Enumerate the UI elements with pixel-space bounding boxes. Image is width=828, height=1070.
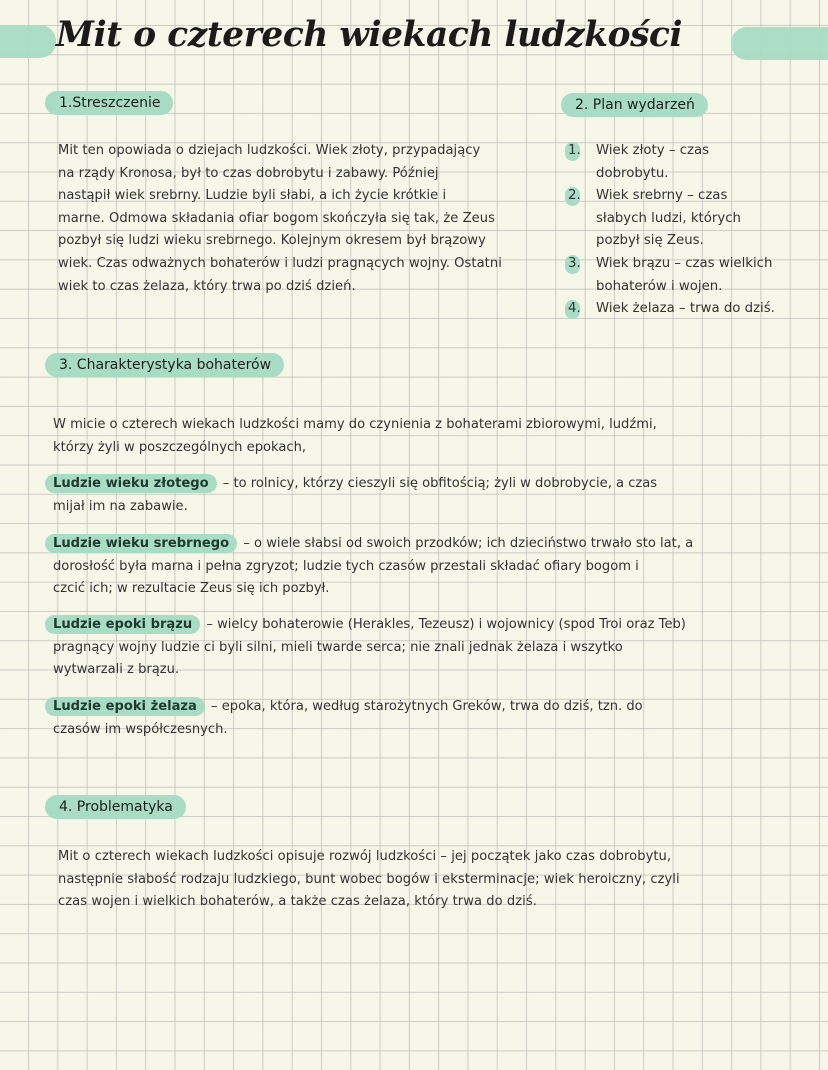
title-accent-right: [731, 27, 828, 60]
group-description: – o wiele słabsi od swoich przodków; ich dzieciństwo trwało sto lat, a: [239, 536, 694, 551]
plan-item-text: dobrobytu.: [596, 165, 669, 181]
plan-item-text: Wiek żelaza – trwa do dziś.: [596, 301, 775, 317]
summary-line: wiek to czas żelaza, który trwa po dziś dzień.: [58, 278, 356, 294]
issues-line: Mit o czterech wiekach ludzkości opisuje rozwój ludzkości – jej początek jako czas dobrobytu,: [58, 849, 672, 864]
plan-item-text: pozbył się Zeus.: [596, 233, 704, 249]
group-description: pragnący wojny ludzie ci byli silni, mieli twarde serca; nie znali jednak żelaza i wszytko: [53, 639, 623, 655]
plan-list: [566, 140, 775, 321]
plan-item: [566, 253, 775, 298]
group-label-highlight: Ludzie epoki brązu: [45, 615, 200, 634]
plan-item-text: Wiek srebrny – czas: [596, 188, 728, 204]
summary-line: nastąpił wiek srebrny. Ludzie byli słabi, a ich życie krótkie i: [58, 188, 447, 204]
group-description: – to rolnicy, którzy cieszyli się obfitością; żyli w dobrobycie, a czas: [218, 476, 658, 491]
intro-line: którzy żyli w poszczególnych epokach,: [53, 439, 307, 455]
group-description: czasów im współczesnych.: [53, 721, 228, 737]
plan-item: [566, 185, 775, 253]
section-heading-characters: 3. Charakterystyka bohaterów: [45, 353, 284, 377]
group-label-highlight: Ludzie epoki żelaza: [45, 697, 205, 716]
summary-line: wiek. Czas odważnych bohaterów i ludzi pragnących wojny. Ostatni: [58, 255, 502, 271]
summary-line: Mit ten opowiada o dziejach ludzkości. Wiek złoty, przypadający: [58, 143, 481, 158]
group-label-highlight: Ludzie wieku srebrnego: [45, 534, 237, 553]
plan-item-text: Wiek brązu – czas wielkich: [596, 255, 773, 271]
group-description: czcić ich; w rezultacie Zeus się ich pozbył.: [53, 581, 330, 596]
title-accent-left: [0, 25, 56, 58]
character-group-golden: [53, 473, 657, 518]
summary-line: marne. Odmowa składania ofiar bogom skończyła się tak, że Zeus: [58, 210, 495, 226]
character-group-silver: [53, 533, 693, 601]
plan-item-number: 2.: [566, 185, 590, 208]
group-description: wytwarzali z brązu.: [53, 662, 180, 677]
group-description: – epoka, która, według starożytnych Greków, trwa do dziś, tzn. do: [206, 699, 643, 714]
summary-line: pozbył się ludzi wieku srebrnego. Kolejnym okresem był brązowy: [58, 233, 486, 249]
character-group-iron: [53, 696, 643, 741]
section-heading-plan: 2. Plan wydarzeń: [561, 93, 708, 117]
page-title: Mit o czterech wiekach ludzkości: [56, 14, 683, 55]
group-description: mijał im na zabawie.: [53, 498, 188, 514]
section-heading-issues: 4. Problematyka: [45, 795, 186, 819]
issues-line: czas wojen i wielkich bohaterów, a także czas żelaza, który trwa do dziś.: [58, 894, 537, 910]
plan-item-number: 1.: [566, 140, 590, 163]
group-description: – wielcy bohaterowie (Herakles, Tezeusz) i wojownicy (spod Troi oraz Teb): [202, 617, 686, 632]
group-description: dorosłość była marna i pełna zgryzot; ludzie tych czasów przestali składać ofiary bogom i: [53, 558, 639, 574]
plan-item: [566, 140, 775, 185]
plan-item-text: Wiek złoty – czas: [596, 143, 710, 158]
section-heading-summary: 1.Streszczenie: [45, 91, 173, 115]
issues-line: następnie słabość rodzaju ludzkiego, bunt wobec bogów i eksterminacje; wiek heroiczny, czyli: [58, 871, 680, 887]
character-group-bronze: [53, 614, 686, 682]
intro-line: W micie o czterech wiekach ludzkości mamy do czynienia z bohaterami zbiorowymi, ludźmi,: [53, 417, 657, 432]
plan-item-number: 4.: [566, 298, 590, 321]
group-label-highlight: Ludzie wieku złotego: [45, 474, 217, 493]
plan-item: [566, 298, 775, 321]
issues-paragraph: [58, 846, 680, 914]
characters-intro: [53, 414, 657, 459]
plan-item-text: bohaterów i wojen.: [596, 278, 723, 294]
summary-paragraph: [58, 140, 502, 298]
plan-item-text: słabych ludzi, których: [596, 210, 741, 226]
plan-item-number: 3.: [566, 253, 590, 276]
summary-line: na rządy Kronosa, był to czas dobrobytu i zabawy. Później: [58, 165, 439, 181]
